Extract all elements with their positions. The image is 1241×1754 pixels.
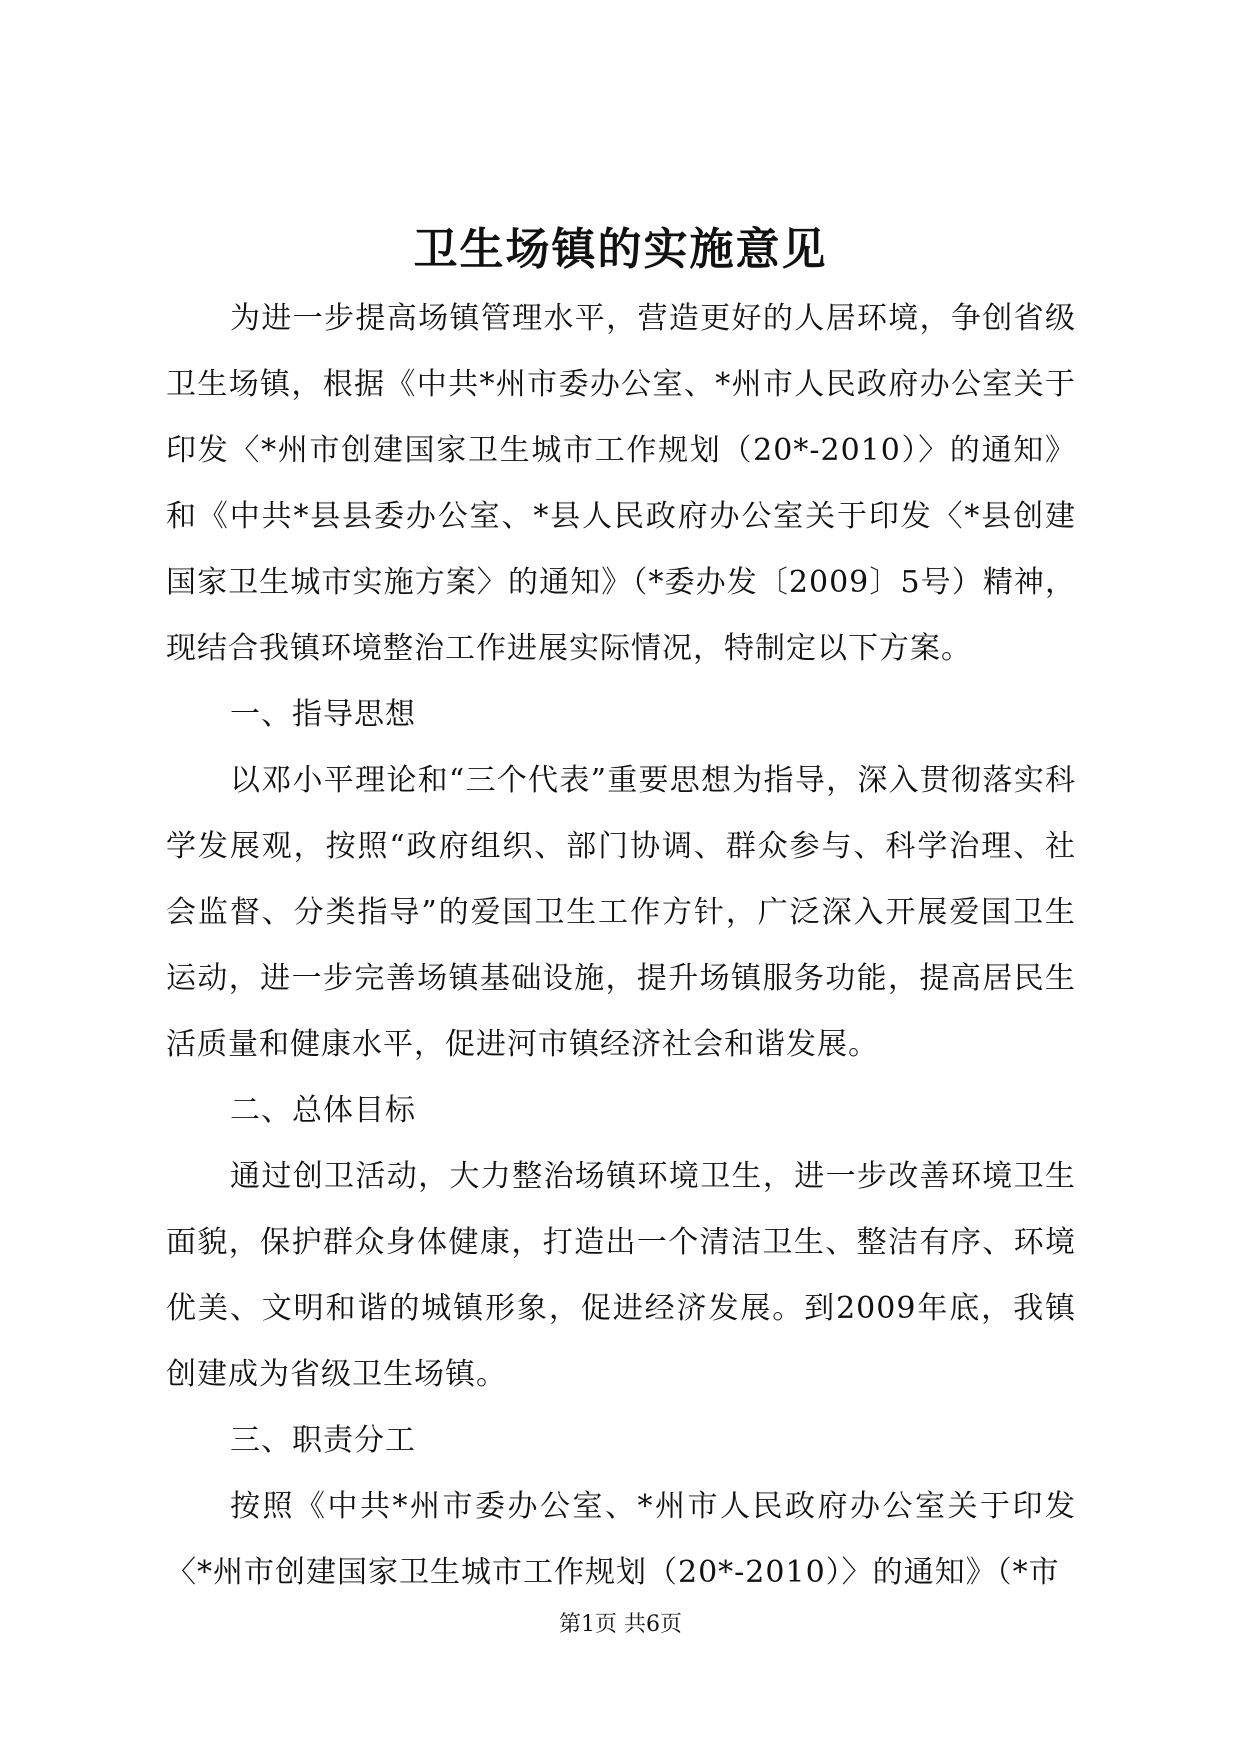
page-number-footer: 第1页 共6页 bbox=[559, 1612, 682, 1637]
paragraph-guiding-ideology: 以邓小平理论和“三个代表”重要思想为指导，深入贯彻落实科学发展观，按照“政府组织、部门协调、群众参与、科学治理、社会监督、分类指导”的爱国卫生工作方针，广泛深入开展爱国卫生运动，进一步完善场镇基础设施，提升场镇服务功能，提高居民生活质量和健康水平，促进河市镇经济社会和谐发展。 bbox=[166, 763, 1076, 1062]
paragraph-intro: 为进一步提高场镇管理水平，营造更好的人居环境，争创省级卫生场镇，根据《中共*州市委办公室、*州市人民政府办公室关于印发〈*州市创建国家卫生城市工作规划（20*-2010）〉的通知》和《中共*县县委办公室、*县人民政府办公室关于印发〈*县创建国家卫生城市实施方案〉的通知》（*委办发〔2009〕5号）精神，现结合我镇环境整治工作进展实际情况，特制定以下方案。 bbox=[166, 301, 1076, 666]
paragraph-overall-goal: 通过创卫活动，大力整治场镇环境卫生，进一步改善环境卫生面貌，保护群众身体健康，打造出一个清洁卫生、整洁有序、环境优美、文明和谐的城镇形象，促进经济发展。到2009年底，我镇创建成为省级卫生场镇。 bbox=[166, 1159, 1076, 1392]
section-heading-responsibilities: 三、职责分工 bbox=[230, 1423, 416, 1458]
section-heading-guiding-ideology: 一、指导思想 bbox=[230, 697, 416, 732]
document-title: 卫生场镇的实施意见 bbox=[413, 224, 828, 275]
document-body bbox=[166, 286, 1076, 1606]
section-heading-overall-goal: 二、总体目标 bbox=[230, 1093, 416, 1128]
paragraph-responsibilities: 按照《中共*州市委办公室、*州市人民政府办公室关于印发〈*州市创建国家卫生城市工作规划（20*-2010）〉的通知》（*市 bbox=[166, 1489, 1076, 1590]
